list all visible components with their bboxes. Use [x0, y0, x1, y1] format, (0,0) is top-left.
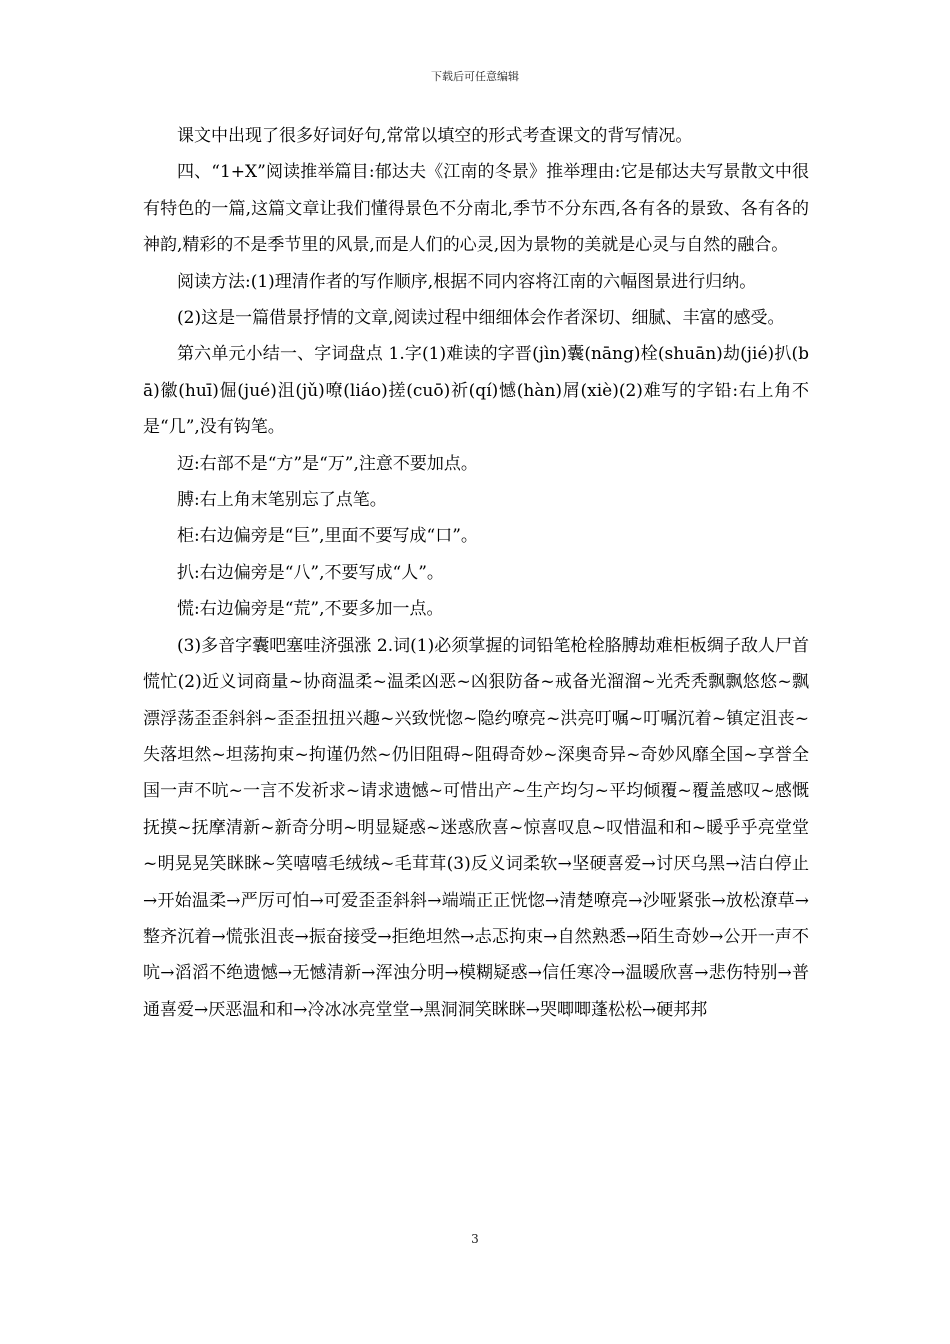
paragraph: (2)这是一篇借景抒情的文章,阅读过程中细细体会作者深切、细腻、丰富的感受。 [177, 308, 785, 329]
page-header: 下载后可任意编辑 [431, 70, 519, 83]
page-number: 3 [471, 1232, 479, 1246]
paragraph: 第六单元小结一、字词盘点 1.字(1)难读的字晋(jìn)囊(nāng)栓(shuān)劫(jié)扒(bā)徽(huī)倔(jué)沮(jǔ)嘹(liáo)搓(cuō)祈(qí)憾(hàn)屑(xiè)(2)难写的字铅:右上角不是“几”,没有钩笔。 [143, 344, 809, 438]
paragraph: 柜:右边偏旁是“巨”,里面不要写成“口”。 [177, 526, 478, 547]
document-body [143, 118, 809, 1028]
paragraph: 课文中出现了很多好词好句,常常以填空的形式考查课文的背写情况。 [177, 126, 693, 146]
paragraph: 四、“1+X”阅读推举篇目:郁达夫《江南的冬景》推举理由:它是郁达夫写景散文中很有特色的一篇,这篇文章让我们懂得景色不分南北,季节不分东西,各有各的景致、各有各的神韵,精彩的不是季节里的风景,而是人们的心灵,因为景物的美就是心灵与自然的融合。 [143, 162, 809, 256]
paragraph: 膊:右上角末笔别忘了点笔。 [177, 490, 387, 511]
paragraph: 迈:右部不是“方”是“万”,注意不要加点。 [177, 453, 478, 474]
paragraph: 慌:右边偏旁是“荒”,不要多加一点。 [177, 599, 444, 620]
paragraph: 扒:右边偏旁是“八”,不要写成“人”。 [177, 562, 444, 583]
paragraph: 阅读方法:(1)理清作者的写作顺序,根据不同内容将江南的六幅图景进行归纳。 [177, 271, 757, 292]
paragraph: (3)多音字囊吧塞哇济强涨 2.词(1)必须掌握的词铅笔枪栓胳膊劫难柜板绸子敌人尸首慌忙(2)近义词商量~协商温柔~温柔凶恶~凶狠防备~戒备光溜溜~光秃秃飘飘悠悠~飘漂浮荡歪歪斜斜~歪歪扭扭兴趣~兴致恍惚~隐约嘹亮~洪亮叮嘱~叮嘱沉着~镇定沮丧~失落坦然~坦荡拘束~拘谨仍然~仍旧阻碍~阻碍奇妙~深奥奇异~奇妙风靡全国~享誉全国一声不吭~一言不发祈求~请求遗憾~可惜出产~生产均匀~平均倾覆~覆盖感叹~感慨抚摸~抚摩清新~新奇分明~明显疑惑~迷惑欣喜~惊喜叹息~叹惜温和和~暖乎乎亮堂堂~明晃晃笑眯眯~笑嘻嘻毛绒绒~毛茸茸(3)反义词柔软→坚硬喜爱→讨厌乌黑→洁白停止→开始温柔→严厉可怕→可爱歪歪斜斜→端端正正恍惚→清楚嘹亮→沙哑紧张→放松潦草→整齐沉着→慌张沮丧→振奋接受→拒绝坦然→忐忑拘束→自然熟悉→陌生奇妙→公开一声不吭→滔滔不绝遗憾→无憾清新→浑浊分明→模糊疑惑→信任寒冷→温暖欣喜→悲伤特别→普通喜爱→厌恶温和和→冷冰冰亮堂堂→黑洞洞笑眯眯→哭唧唧蓬松松→硬邦邦 [143, 635, 809, 1020]
